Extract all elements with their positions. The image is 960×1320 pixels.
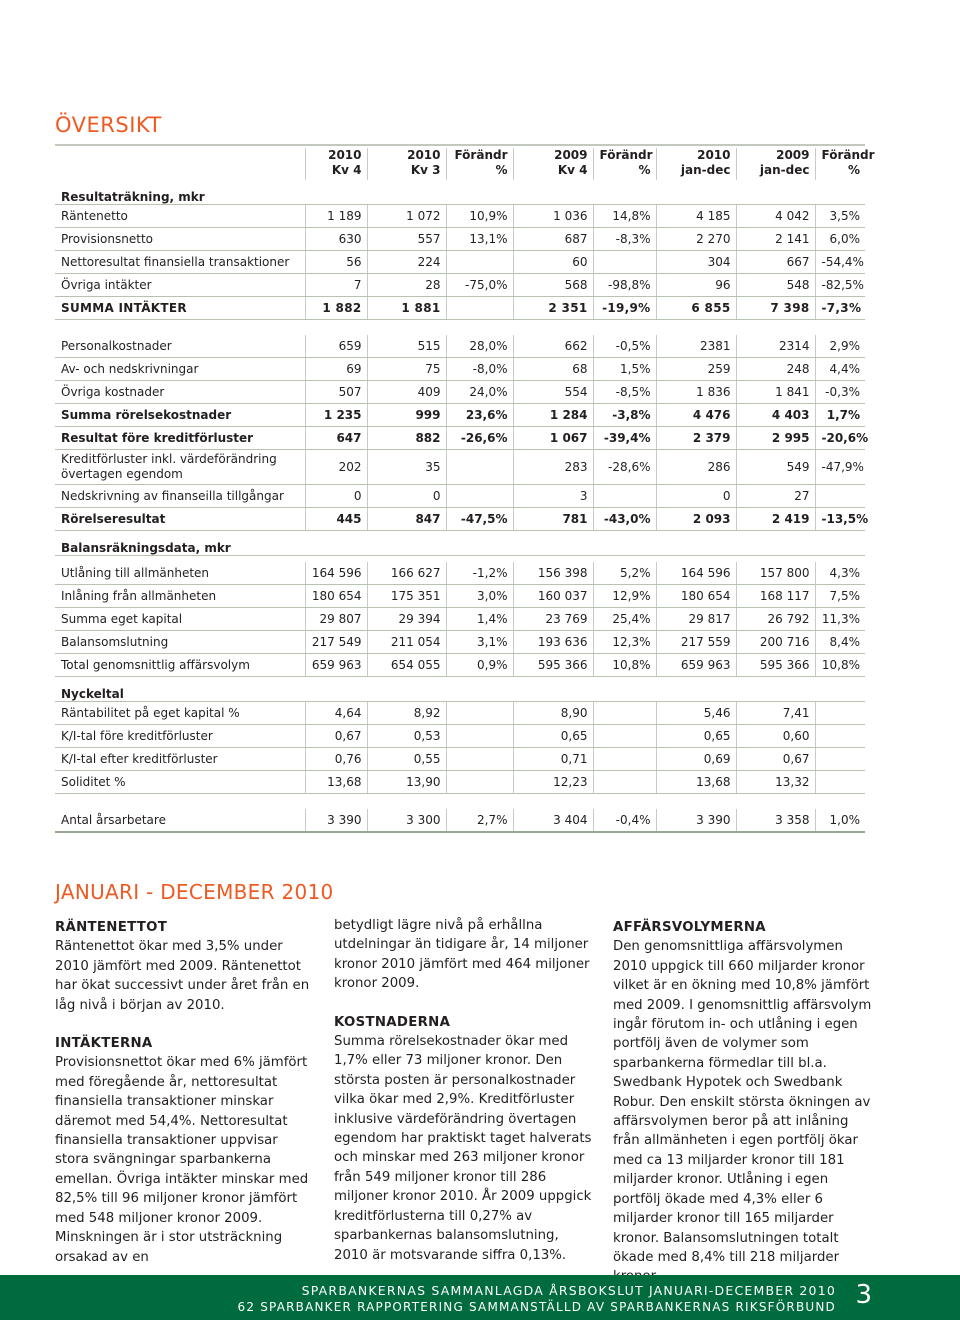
table-cell: 4,64 bbox=[305, 702, 367, 725]
row-label: Räntabilitet på eget kapital % bbox=[55, 702, 305, 725]
column-header-line2: % bbox=[638, 163, 651, 177]
table-cell: 156 398 bbox=[513, 562, 593, 585]
table-cell: 12,9% bbox=[593, 585, 656, 608]
table-row bbox=[55, 608, 865, 631]
table-cell: 175 351 bbox=[367, 585, 446, 608]
table-cell: 2 419 bbox=[736, 508, 815, 531]
table-cell: 224 bbox=[367, 251, 446, 274]
table-cell: 0,9% bbox=[446, 654, 513, 677]
table-cell: 3,0% bbox=[446, 585, 513, 608]
paragraph-intakterna: Provisionsnettot ökar med 6% jämfört med föregående år, nettoresultat finansiella transaktioner minskar däremot med 54,4%. Nettoresultat finansiella transaktioner uppvisar stora svängningar sparbankerna emellan. Övriga intäkter minskar med 82,5% till 96 miljoner kronor jämfört med 548 miljoner kronor 2009. Minskningen är i stor utsträckning orsakad av en bbox=[55, 1055, 309, 1265]
column-header-line1: Förändr bbox=[599, 148, 653, 162]
row-label: Summa rörelsekostnader bbox=[55, 404, 305, 427]
table-row bbox=[55, 771, 865, 794]
table-cell: 548 bbox=[736, 274, 815, 297]
table-cell: 4 042 bbox=[736, 205, 815, 228]
table-cell: -47,9% bbox=[815, 450, 865, 485]
table-cell: 35 bbox=[367, 450, 446, 485]
table-row bbox=[55, 404, 865, 427]
table-cell: 4 403 bbox=[736, 404, 815, 427]
section-nyckeltal bbox=[55, 677, 865, 702]
table-cell: 507 bbox=[305, 381, 367, 404]
table-cell: 1 284 bbox=[513, 404, 593, 427]
section-balans bbox=[55, 531, 865, 556]
table-cell: 166 627 bbox=[367, 562, 446, 585]
table-cell: 2 379 bbox=[656, 427, 736, 450]
table-cell: 595 366 bbox=[736, 654, 815, 677]
row-label: Provisionsnetto bbox=[55, 228, 305, 251]
table-cell: -1,2% bbox=[446, 562, 513, 585]
table-cell: 168 117 bbox=[736, 585, 815, 608]
table-cell: 7,5% bbox=[815, 585, 865, 608]
table-cell bbox=[593, 251, 656, 274]
table-cell: 4,4% bbox=[815, 358, 865, 381]
table-cell: 202 bbox=[305, 450, 367, 485]
row-label: K/I-tal efter kreditförluster bbox=[55, 748, 305, 771]
table-cell: 6,0% bbox=[815, 228, 865, 251]
table-cell: 549 bbox=[736, 450, 815, 485]
table-cell: 0,60 bbox=[736, 725, 815, 748]
table-header-row bbox=[55, 148, 865, 180]
table-cell: 3 404 bbox=[513, 809, 593, 832]
table-cell: 283 bbox=[513, 450, 593, 485]
table-cell: 1,7% bbox=[815, 404, 865, 427]
column-header-line1: 2010 bbox=[407, 148, 441, 162]
table-cell: 2314 bbox=[736, 335, 815, 358]
financial-overview-table bbox=[55, 148, 875, 833]
table-cell: 23 769 bbox=[513, 608, 593, 631]
table-cell: 13,1% bbox=[446, 228, 513, 251]
table-cell: 29 807 bbox=[305, 608, 367, 631]
column-header-line2: % bbox=[847, 163, 860, 177]
table-cell bbox=[815, 771, 865, 794]
table-cell: 13,32 bbox=[736, 771, 815, 794]
footer-title: SPARBANKERNAS SAMMANLAGDA ÅRSBOKSLUT JANUARI-DECEMBER 2010 bbox=[301, 1283, 836, 1298]
table-cell: 1,4% bbox=[446, 608, 513, 631]
row-label: Soliditet % bbox=[55, 771, 305, 794]
table-cell: 1 067 bbox=[513, 427, 593, 450]
table-cell: 1 882 bbox=[305, 297, 367, 320]
table-cell bbox=[593, 771, 656, 794]
table-cell: -0,4% bbox=[593, 809, 656, 832]
table-cell: 29 394 bbox=[367, 608, 446, 631]
column-header-line1: 2009 bbox=[776, 148, 810, 162]
row-label: Räntenetto bbox=[55, 205, 305, 228]
table-cell: 7 398 bbox=[736, 297, 815, 320]
column-header bbox=[446, 148, 513, 180]
row-label: Personalkostnader bbox=[55, 335, 305, 358]
table-cell: 659 963 bbox=[656, 654, 736, 677]
table-row bbox=[55, 508, 865, 531]
table-cell: -43,0% bbox=[593, 508, 656, 531]
table-cell: 164 596 bbox=[656, 562, 736, 585]
table-cell: 8,4% bbox=[815, 631, 865, 654]
table-cell: 515 bbox=[367, 335, 446, 358]
table-cell: 12,3% bbox=[593, 631, 656, 654]
table-row bbox=[55, 809, 865, 832]
table-cell: 0 bbox=[656, 485, 736, 508]
table-cell: 304 bbox=[656, 251, 736, 274]
row-label: Balansomslutning bbox=[55, 631, 305, 654]
table-cell: 0,55 bbox=[367, 748, 446, 771]
table-cell: 5,46 bbox=[656, 702, 736, 725]
text-column-3 bbox=[613, 918, 873, 1306]
table-cell: 654 055 bbox=[367, 654, 446, 677]
table-cell: -75,0% bbox=[446, 274, 513, 297]
table-cell: 2,7% bbox=[446, 809, 513, 832]
table-cell: 4,3% bbox=[815, 562, 865, 585]
table-cell: 1 235 bbox=[305, 404, 367, 427]
table-cell: 999 bbox=[367, 404, 446, 427]
table-cell: -26,6% bbox=[446, 427, 513, 450]
table-row bbox=[55, 358, 865, 381]
table-cell: -3,8% bbox=[593, 404, 656, 427]
table-cell: 0,69 bbox=[656, 748, 736, 771]
row-label-line1: Kreditförluster inkl. värdeförändring bbox=[61, 452, 277, 466]
table-cell: 193 636 bbox=[513, 631, 593, 654]
table-cell: -13,5% bbox=[815, 508, 865, 531]
row-label: Av- och nedskrivningar bbox=[55, 358, 305, 381]
table-cell: 10,8% bbox=[593, 654, 656, 677]
table-cell: 3 390 bbox=[305, 809, 367, 832]
table-cell: 200 716 bbox=[736, 631, 815, 654]
column-header-line2: Kv 3 bbox=[410, 163, 441, 177]
table-cell: 14,8% bbox=[593, 205, 656, 228]
table-cell: 69 bbox=[305, 358, 367, 381]
table-cell: 248 bbox=[736, 358, 815, 381]
table-row bbox=[55, 702, 865, 725]
row-label: Summa eget kapital bbox=[55, 608, 305, 631]
text-column-1 bbox=[55, 918, 315, 1286]
table-cell: 3,5% bbox=[815, 205, 865, 228]
table-row bbox=[55, 274, 865, 297]
table-cell: 259 bbox=[656, 358, 736, 381]
table-cell: 3 358 bbox=[736, 809, 815, 832]
table-row bbox=[55, 427, 865, 450]
row-label: Resultat före kreditförluster bbox=[55, 427, 305, 450]
table-cell bbox=[446, 297, 513, 320]
table-cell bbox=[446, 485, 513, 508]
column-header-line1: 2009 bbox=[554, 148, 588, 162]
table-cell: 24,0% bbox=[446, 381, 513, 404]
table-row bbox=[55, 725, 865, 748]
table-cell: 8,92 bbox=[367, 702, 446, 725]
table-cell: -20,6% bbox=[815, 427, 865, 450]
table-cell: 1,5% bbox=[593, 358, 656, 381]
column-header-line2: jan-dec bbox=[759, 163, 810, 177]
table-cell: 0,71 bbox=[513, 748, 593, 771]
table-cell: 630 bbox=[305, 228, 367, 251]
row-label: SUMMA INTÄKTER bbox=[55, 297, 305, 320]
table-cell: 781 bbox=[513, 508, 593, 531]
column-header bbox=[815, 148, 875, 180]
row-label: K/I-tal före kreditförluster bbox=[55, 725, 305, 748]
table-cell bbox=[446, 251, 513, 274]
table-cell: 28 bbox=[367, 274, 446, 297]
table-cell: 13,68 bbox=[656, 771, 736, 794]
table-cell: 26 792 bbox=[736, 608, 815, 631]
row-label: Övriga intäkter bbox=[55, 274, 305, 297]
heading-rantenettot: RÄNTENETTOT bbox=[55, 920, 168, 935]
table-cell bbox=[446, 702, 513, 725]
table-row bbox=[55, 748, 865, 771]
table-cell: 847 bbox=[367, 508, 446, 531]
heading-intakterna: INTÄKTERNA bbox=[55, 1036, 153, 1052]
table-cell bbox=[815, 748, 865, 771]
table-cell: 445 bbox=[305, 508, 367, 531]
column-header-line1: 2010 bbox=[328, 148, 362, 162]
table-cell: 4 185 bbox=[656, 205, 736, 228]
paragraph-kostnaderna: Summa rörelsekostnader ökar med 1,7% eller 73 miljoner kronor. Den största posten är personalkostnader vilka ökar med 2,9%. Kreditförluster inklusive värdeförändring övertagen egendom har praktiskt taget halverats och minskar med 263 miljoner kronor från 549 miljoner kronor till 286 miljoner kronor 2010. År 2009 uppgick kreditförlusterna till 0,27% av sparbankernas balansomslutning, 2010 är motsvarande siffra 0,13%. bbox=[334, 1034, 592, 1263]
section-label: Resultaträkning, mkr bbox=[55, 180, 865, 205]
row-label: Utlåning till allmänheten bbox=[55, 562, 305, 585]
column-header-line2: Kv 4 bbox=[331, 163, 362, 177]
section-title: JANUARI - DECEMBER 2010 bbox=[55, 880, 334, 904]
column-header-line2: Kv 4 bbox=[557, 163, 588, 177]
table-cell bbox=[446, 725, 513, 748]
paragraph-affarsvolymerna: Den genomsnittliga affärsvolymen 2010 uppgick till 660 miljarder kronor vilket är en ökning med 10,8% jämfört med 2009. I genomsnittlig affärsvolym ingår förutom in- och utlåning i egen portfölj även de volymer som sparbankerna förmedlar till bl.a. Swedbank Hypotek och Swedbank Robur. Den enskilt största ökningen av affärsvolymen beror på att inlåning från allmänheten i egen portfölj ökar med ca 13 miljarder kronor till 181 miljarder kronor. Utlåning i egen portfölj ökade med 4,3% eller 6 miljarder kronor till 165 miljarder kronor. Balansomslutningen totalt ökade med 8,4% till 218 miljarder bbox=[613, 939, 872, 1265]
table-cell: 2 270 bbox=[656, 228, 736, 251]
table-cell: -82,5% bbox=[815, 274, 865, 297]
table-cell: 2 995 bbox=[736, 427, 815, 450]
table-cell: 160 037 bbox=[513, 585, 593, 608]
header-blank bbox=[55, 148, 305, 180]
table-cell: 1,0% bbox=[815, 809, 865, 832]
table-cell: 68 bbox=[513, 358, 593, 381]
table-cell: -54,4% bbox=[815, 251, 865, 274]
table-row bbox=[55, 205, 865, 228]
spacer-row bbox=[55, 320, 865, 336]
table-cell bbox=[815, 702, 865, 725]
table-cell: 0,53 bbox=[367, 725, 446, 748]
column-header-line1: Förändr bbox=[821, 148, 875, 162]
column-header bbox=[656, 148, 736, 180]
table-row bbox=[55, 585, 865, 608]
column-header-line1: 2010 bbox=[697, 148, 731, 162]
table-cell: 0,65 bbox=[656, 725, 736, 748]
table-row bbox=[55, 654, 865, 677]
column-header-line1: Förändr bbox=[454, 148, 508, 162]
table-cell: -0,3% bbox=[815, 381, 865, 404]
section-label: Nyckeltal bbox=[55, 677, 865, 702]
table-row bbox=[55, 297, 865, 320]
table-cell: 557 bbox=[367, 228, 446, 251]
table-cell: 56 bbox=[305, 251, 367, 274]
table-cell: 409 bbox=[367, 381, 446, 404]
table-cell: -39,4% bbox=[593, 427, 656, 450]
table-cell: 1 189 bbox=[305, 205, 367, 228]
table-cell: 595 366 bbox=[513, 654, 593, 677]
table-cell: 8,90 bbox=[513, 702, 593, 725]
table-cell: 0 bbox=[367, 485, 446, 508]
table-cell: 0,65 bbox=[513, 725, 593, 748]
table-cell: 217 549 bbox=[305, 631, 367, 654]
table-cell: 3 bbox=[513, 485, 593, 508]
table-row bbox=[55, 335, 865, 358]
section-label: Balansräkningsdata, mkr bbox=[55, 531, 865, 556]
table-cell: 164 596 bbox=[305, 562, 367, 585]
table-row bbox=[55, 450, 865, 485]
table-cell: 10,8% bbox=[815, 654, 865, 677]
table-cell: 2,9% bbox=[815, 335, 865, 358]
table-cell: 10,9% bbox=[446, 205, 513, 228]
table-cell bbox=[446, 450, 513, 485]
heading-affarsvolymerna: AFFÄRSVOLYMERNA bbox=[613, 920, 766, 935]
table-cell: 659 963 bbox=[305, 654, 367, 677]
table-cell bbox=[593, 725, 656, 748]
row-label: Inlåning från allmänheten bbox=[55, 585, 305, 608]
paragraph-continued: betydligt lägre nivå på erhållna utdelningar än tidigare år, 14 miljoner kronor 2010 jämfört med 464 miljoner kronor 2009. bbox=[334, 918, 590, 992]
table-cell: 2 141 bbox=[736, 228, 815, 251]
table-cell: 12,23 bbox=[513, 771, 593, 794]
table-cell: 2 093 bbox=[656, 508, 736, 531]
table-cell: -28,6% bbox=[593, 450, 656, 485]
table-cell bbox=[446, 748, 513, 771]
table-cell: 1 036 bbox=[513, 205, 593, 228]
table-row bbox=[55, 381, 865, 404]
footer-subtitle: 62 SPARBANKER RAPPORTERING SAMMANSTÄLLD AV SPARBANKERNAS RIKSFÖRBUND bbox=[237, 1300, 836, 1314]
page-title: ÖVERSIKT bbox=[55, 113, 162, 137]
table-cell: 554 bbox=[513, 381, 593, 404]
table-cell: 687 bbox=[513, 228, 593, 251]
table-row bbox=[55, 485, 865, 508]
table-cell: -8,0% bbox=[446, 358, 513, 381]
table-cell: -8,3% bbox=[593, 228, 656, 251]
row-label: Nettoresultat finansiella transaktioner bbox=[55, 251, 305, 274]
table-cell: 5,2% bbox=[593, 562, 656, 585]
table-cell bbox=[593, 702, 656, 725]
table-cell: 75 bbox=[367, 358, 446, 381]
table-cell: -19,9% bbox=[593, 297, 656, 320]
table-row bbox=[55, 228, 865, 251]
table-cell: 1 836 bbox=[656, 381, 736, 404]
table-cell: -7,3% bbox=[815, 297, 865, 320]
table-row bbox=[55, 562, 865, 585]
table-cell: 4 476 bbox=[656, 404, 736, 427]
table-cell: 13,90 bbox=[367, 771, 446, 794]
column-header bbox=[367, 148, 446, 180]
row-label: Antal årsarbetare bbox=[55, 809, 305, 832]
table-cell: 7 bbox=[305, 274, 367, 297]
footer-bar bbox=[0, 1275, 960, 1320]
row-label bbox=[55, 450, 305, 485]
table-cell: 1 881 bbox=[367, 297, 446, 320]
row-label-line2: övertagen egendom bbox=[61, 467, 183, 481]
page-number: 3 bbox=[855, 1280, 872, 1310]
table-cell: 1 841 bbox=[736, 381, 815, 404]
table-cell bbox=[446, 771, 513, 794]
table-cell: 3,1% bbox=[446, 631, 513, 654]
row-label: Nedskrivning av finanseilla tillgångar bbox=[55, 485, 305, 508]
table-cell: 157 800 bbox=[736, 562, 815, 585]
table-cell: 0 bbox=[305, 485, 367, 508]
section-resultat bbox=[55, 180, 865, 205]
table-cell: 96 bbox=[656, 274, 736, 297]
table-cell: -47,5% bbox=[446, 508, 513, 531]
table-cell: 1 072 bbox=[367, 205, 446, 228]
table-cell: 13,68 bbox=[305, 771, 367, 794]
row-label: Total genomsnittlig affärsvolym bbox=[55, 654, 305, 677]
table-cell: 2 351 bbox=[513, 297, 593, 320]
table-cell: 647 bbox=[305, 427, 367, 450]
table-cell: 0,76 bbox=[305, 748, 367, 771]
table-cell: 286 bbox=[656, 450, 736, 485]
table-cell: 27 bbox=[736, 485, 815, 508]
table-cell bbox=[815, 485, 865, 508]
table-cell: 6 855 bbox=[656, 297, 736, 320]
table-row bbox=[55, 251, 865, 274]
table-cell: 662 bbox=[513, 335, 593, 358]
spacer-row bbox=[55, 794, 865, 810]
table-cell: 7,41 bbox=[736, 702, 815, 725]
row-label: Övriga kostnader bbox=[55, 381, 305, 404]
table-cell: 2381 bbox=[656, 335, 736, 358]
column-header-line2: % bbox=[495, 163, 508, 177]
table-cell: 0,67 bbox=[736, 748, 815, 771]
table-cell: 659 bbox=[305, 335, 367, 358]
table-row bbox=[55, 631, 865, 654]
table-cell bbox=[815, 725, 865, 748]
column-header bbox=[593, 148, 656, 180]
table-cell: -0,5% bbox=[593, 335, 656, 358]
table-cell: -98,8% bbox=[593, 274, 656, 297]
table-cell: 23,6% bbox=[446, 404, 513, 427]
table-cell: 180 654 bbox=[656, 585, 736, 608]
table-cell bbox=[593, 485, 656, 508]
table-cell: 180 654 bbox=[305, 585, 367, 608]
table-cell: -8,5% bbox=[593, 381, 656, 404]
table-cell: 60 bbox=[513, 251, 593, 274]
row-label: Rörelseresultat bbox=[55, 508, 305, 531]
table-cell: 211 054 bbox=[367, 631, 446, 654]
column-header-line2: jan-dec bbox=[680, 163, 731, 177]
table-cell: 568 bbox=[513, 274, 593, 297]
text-column-2 bbox=[334, 916, 594, 1284]
table-cell: 0,67 bbox=[305, 725, 367, 748]
table-cell: 3 390 bbox=[656, 809, 736, 832]
table-cell: 25,4% bbox=[593, 608, 656, 631]
table-cell: 11,3% bbox=[815, 608, 865, 631]
table-cell: 667 bbox=[736, 251, 815, 274]
table-cell: 882 bbox=[367, 427, 446, 450]
table-cell: 217 559 bbox=[656, 631, 736, 654]
paragraph-rantenettot: Räntenettot ökar med 3,5% under 2010 jämfört med 2009. Räntenettot har ökat successivt under året från en låg nivå i början av 2010. bbox=[55, 939, 310, 1013]
column-header bbox=[305, 148, 367, 180]
table-cell: 3 300 bbox=[367, 809, 446, 832]
table-cell: 28,0% bbox=[446, 335, 513, 358]
title-divider bbox=[55, 144, 865, 146]
column-header bbox=[736, 148, 815, 180]
table-cell bbox=[593, 748, 656, 771]
column-header bbox=[513, 148, 593, 180]
heading-kostnaderna: KOSTNADERNA bbox=[334, 1014, 451, 1030]
table-cell: 29 817 bbox=[656, 608, 736, 631]
